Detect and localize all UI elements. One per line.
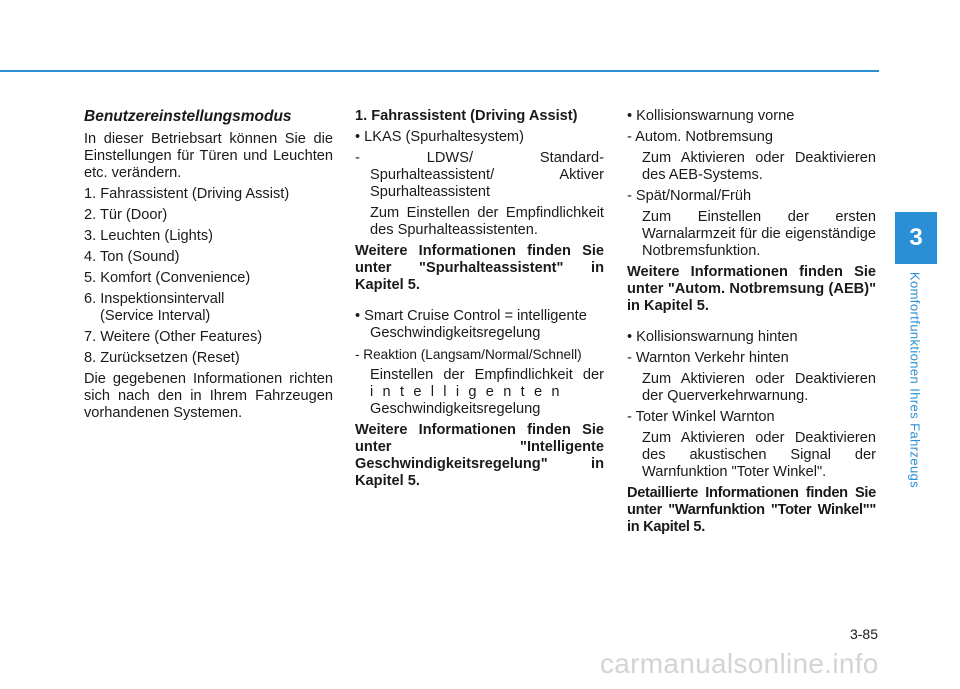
- description: Zum Einstellen der Empfindlichkeit des Spurhalteassistenten.: [370, 205, 604, 238]
- column-3: [627, 108, 876, 540]
- list-item: 7. Weitere (Other Features): [84, 329, 263, 345]
- watermark: carmanualsonline.info: [600, 648, 879, 679]
- sub-item-continuation: Spurhalteassistent: [370, 184, 491, 200]
- description: intelligenten: [370, 384, 569, 400]
- bullet-item: • Smart Cruise Control = intelligente Geschwindigkeitsregelung: [355, 308, 587, 341]
- list-item-text: 6. Inspektionsintervall: [84, 291, 225, 307]
- list-item: [84, 291, 333, 308]
- sub-item: - Autom. Notbremsung: [627, 129, 774, 145]
- sub-item: - Reaktion (Langsam/Normal/Schnell): [355, 347, 582, 362]
- column-2: [355, 108, 604, 494]
- outro-paragraph: Die gegebenen Informationen richten sich nach den in Ihrem Fahrzeugen vorhandenen Systemen.: [84, 371, 333, 421]
- bullet-item: • Kollisionswarnung hinten: [627, 329, 798, 345]
- bullet-item: • Kollisionswarnung vorne: [627, 108, 795, 124]
- column-1: [84, 108, 333, 426]
- reference-note: Detaillierte Informationen finden Sie unter "Warnfunktion "Toter Winkel"" in Kapitel 5.: [627, 485, 876, 535]
- header-rule: [0, 70, 879, 72]
- sub-item: - Warnton Verkehr hinten: [627, 350, 789, 366]
- list-item-text: (Service Interval): [100, 308, 211, 324]
- chapter-label-text: Komfortfunktionen Ihres Fahrzeugs: [907, 271, 923, 489]
- chapter-tab: [895, 212, 937, 264]
- reference-note: Weitere Informationen finden Sie unter "Spurhalteassistent" in Kapitel 5.: [355, 243, 604, 293]
- bullet-item: • LKAS (Spurhaltesystem): [355, 129, 524, 145]
- intro-paragraph: In dieser Betriebsart können Sie die Einstellungen für Türen und Leuchten etc. verändern.: [84, 131, 333, 181]
- reference-note: Weitere Informationen finden Sie unter "Autom. Notbremsung (AEB)" in Kapitel 5.: [627, 264, 876, 314]
- list-item: 5. Komfort (Convenience): [84, 270, 251, 286]
- list-item: 3. Leuchten (Lights): [84, 228, 213, 244]
- page-number: 3-85: [849, 626, 878, 642]
- list-item: 4. Ton (Sound): [84, 249, 180, 265]
- list-item: 1. Fahrassistent (Driving Assist): [84, 186, 290, 202]
- description: Zum Aktivieren oder Deaktivieren des akustischen Signal der Warnfunktion "Toter Winkel".: [642, 430, 876, 480]
- sub-item: - Toter Winkel Warnton: [627, 409, 775, 425]
- chapter-number: 3: [909, 224, 923, 251]
- description: Zum Aktivieren oder Deaktivieren der Querverkehrwarnung.: [642, 371, 876, 404]
- description: Einstellen der Empfindlichkeit der: [370, 367, 604, 383]
- sub-item-continuation: Spurhalteassistent/ Aktiver: [370, 167, 604, 183]
- chapter-label: [904, 268, 926, 492]
- description: Geschwindigkeitsregelung: [370, 401, 541, 417]
- sub-item: - LDWS/ Standard-: [355, 150, 604, 166]
- list-item: 2. Tür (Door): [84, 207, 168, 223]
- section-heading: Benutzereinstellungsmodus: [84, 108, 292, 125]
- list-item: 8. Zurücksetzen (Reset): [84, 350, 240, 366]
- reference-note: Weitere Informationen finden Sie unter "Intelligente Geschwindigkeitsregelung" in Kapitel 5.: [355, 422, 604, 489]
- description: Zum Einstellen der ersten Warnalarmzeit für die eigenständige Notbremsfunktion.: [642, 209, 876, 259]
- section-heading: 1. Fahrassistent (Driving Assist): [355, 108, 578, 124]
- sub-item: - Spät/Normal/Früh: [627, 188, 752, 204]
- list-item-continuation: [84, 308, 333, 325]
- description: Zum Aktivieren oder Deaktivieren des AEB-Systems.: [642, 150, 876, 183]
